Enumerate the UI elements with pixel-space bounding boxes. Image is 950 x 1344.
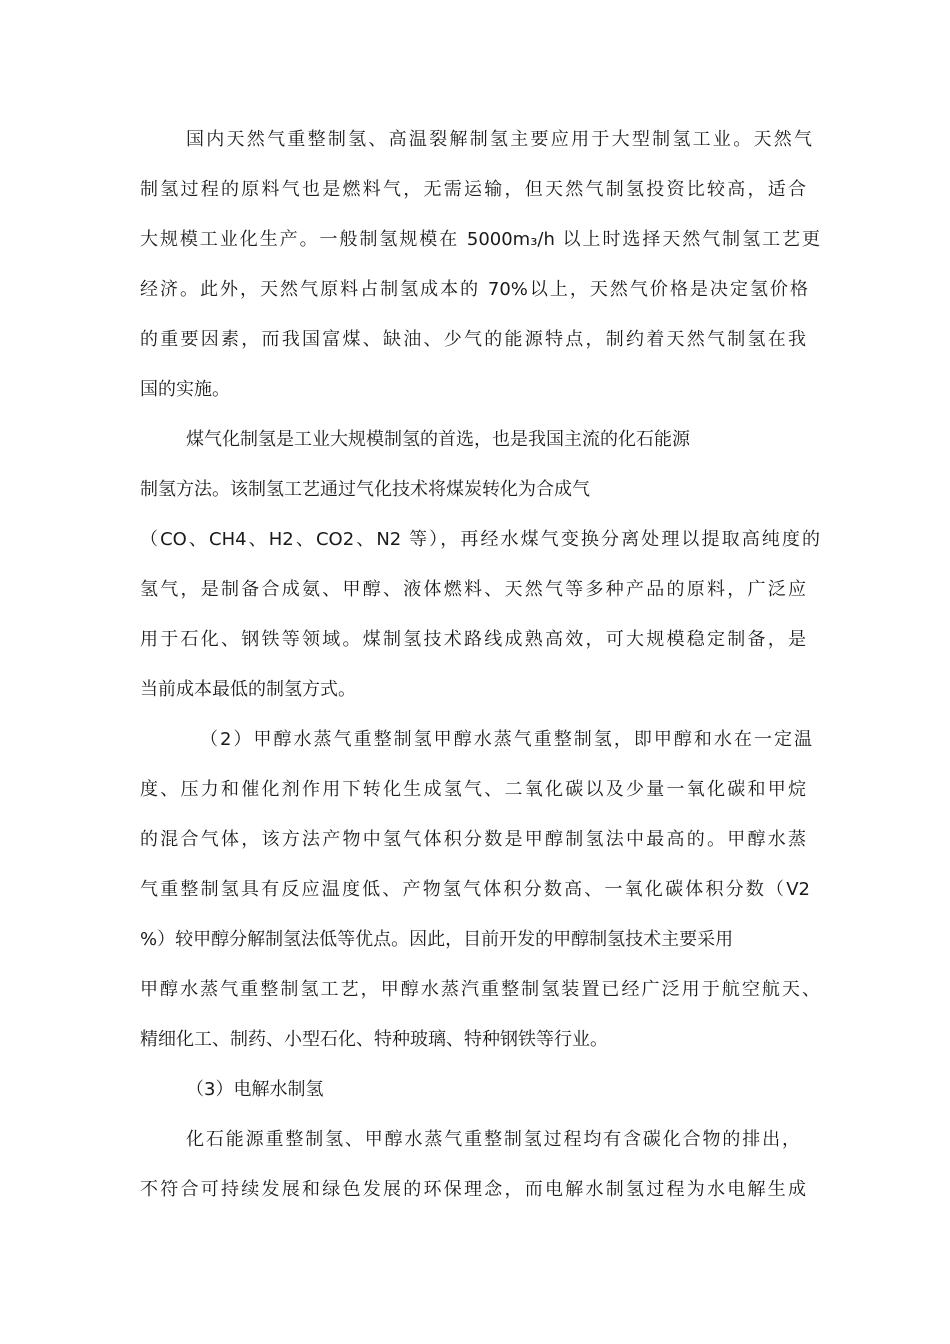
text-line: 的重要因素，而我国富煤、缺油、少气的能源特点，制约着天然气制氢在我 (140, 329, 806, 350)
text-line: 化石能源重整制氢、甲醇水蒸气重整制氢过程均有含碳化合物的排出， (186, 1129, 800, 1150)
text-line: 经济。此外，天然气原料占制氢成本的 70%以上，天然气价格是决定氢价格 (140, 279, 808, 300)
text-line: 度、压力和催化剂作用下转化生成氢气、二氧化碳以及少量一氧化碳和甲烷 (140, 779, 806, 800)
text-line: （CO、CH4、H2、CO2、N2 等），再经水煤气变换分离处理以提取高纯度的 (140, 529, 820, 550)
text-line: 煤气化制氢是工业大规模制氢的首选，也是我国主流的化石能源 (186, 429, 690, 450)
text-line: （2）甲醇水蒸气重整制氢甲醇水蒸气重整制氢，即甲醇和水在一定温 (200, 729, 812, 750)
text-line: 不符合可持续发展和绿色发展的环保理念，而电解水制氢过程为水电解生成 (140, 1179, 806, 1200)
text-line: 国内天然气重整制氢、高温裂解制氢主要应用于大型制氢工业。天然气 (186, 129, 812, 150)
text-line: 氢气，是制备合成氨、甲醇、液体燃料、天然气等多种产品的原料，广泛应 (140, 579, 806, 600)
text-line: 用于石化、钢铁等领域。煤制氢技术路线成熟高效，可大规模稳定制备，是 (140, 629, 806, 650)
text-line: 的混合气体，该方法产物中氢气体积分数是甲醇制氢法中最高的。甲醇水蒸 (140, 829, 806, 850)
text-line: （3）电解水制氢 (186, 1079, 324, 1100)
text-line: 制氢方法。该制氢工艺通过气化技术将煤炭转化为合成气 (140, 479, 590, 500)
text-line: 气重整制氢具有反应温度低、产物氢气体积分数高、一氧化碳体积分数（V2 (140, 879, 810, 900)
text-line: 国的实施。 (140, 379, 230, 400)
text-line: %）较甲醇分解制氢法低等优点。因此，目前开发的甲醇制氢技术主要采用 (140, 929, 734, 950)
text-line: 制氢过程的原料气也是燃料气，无需运输，但天然气制氢投资比较高，适合 (140, 179, 806, 200)
text-line: 大规模工业化生产。一般制氢规模在 5000m₃/h 以上时选择天然气制氢工艺更 (140, 229, 820, 250)
text-line: 精细化工、制药、小型石化、特种玻璃、特种钢铁等行业。 (140, 1029, 608, 1050)
text-line: 甲醇水蒸气重整制氢工艺，甲醇水蒸汽重整制氢装置已经广泛用于航空航天、 (140, 979, 820, 1000)
text-line: 当前成本最低的制氢方式。 (140, 679, 356, 700)
